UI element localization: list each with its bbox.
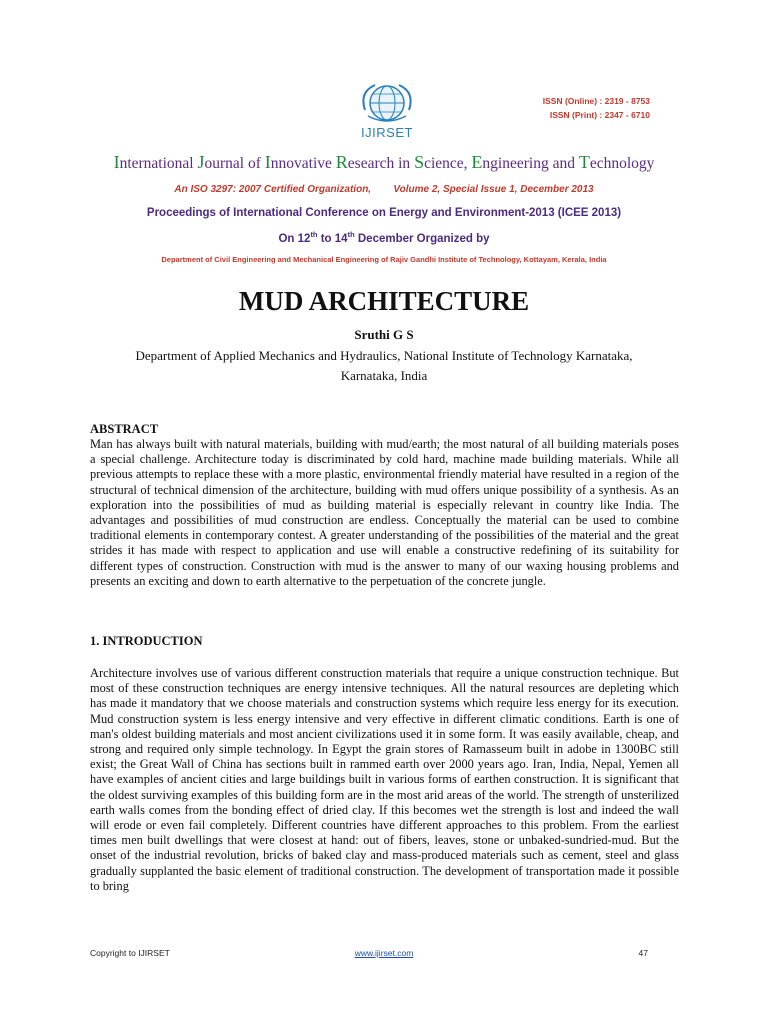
journal-title-capital: S [414,152,425,172]
journal-title-word: nternational [119,155,198,172]
page-number: 47 [638,948,648,958]
author-affiliation [90,346,678,386]
abstract-heading: ABSTRACT [90,422,159,436]
journal-logo [347,80,427,144]
abstract-text: Man has always built with natural materials, building with mud/earth; the most natural of all building materials poses a special challenge. Architecture today is discriminated by cold hard, machine made building materials. While all previous attempts to replace these with a more plastic, environmental friendly material have resulted in a region of the structural of technical dimension of the architecture, building with mud offers unique possibility of a synthesis. As an exploration into the possibilities of mud as building material is especially relevant in country like India. The advantages and possibilities of mud construction are endless. Conceptually the material can be used to combine traditional elements in contemporary contest. A greater understanding of the possibilities of the material and the great strides it has made with respect to application and use will enable a constructive redefining of its suitability for different types of construction. Construction with mud is the answer to many of our waxing housing problems and presents an exciting and down to earth alternative to the perpetuation of the concrete jungle. [90,437,679,588]
journal-title-capital: I [113,152,120,172]
iso-certification: An ISO 3297: 2007 Certified Organization, [174,184,372,195]
affiliation-line-1: Department of Applied Mechanics and Hydraulics, National Institute of Technology Karnataka, [135,348,633,363]
journal-title-word: echnology [589,155,655,172]
journal-title-capital: R [335,152,348,172]
journal-title [0,152,768,173]
journal-title-word: esearch in [347,155,415,172]
journal-title-capital: J [197,152,205,172]
footer-website-link[interactable]: www.ijirset.com [354,948,414,958]
globe-icon [351,80,423,128]
volume-issue: Volume 2, Special Issue 1, December 2013 [393,184,594,195]
proceedings-line: Proceedings of International Conference on Energy and Environment-2013 (ICEE 2013) [146,207,622,219]
dates-sup-2: th [347,230,355,239]
journal-title-capital: E [471,152,483,172]
iso-line [0,184,768,195]
issn-online: ISSN (Online) : 2319 - 8753 [542,96,650,106]
author-name: Sruthi G S [354,327,414,342]
journal-title-word: cience, [424,155,472,172]
introduction-heading: 1. INTRODUCTION [90,634,203,648]
dates-mid: to 14 [317,232,348,245]
logo-text: IJIRSET [361,125,413,140]
dates-prefix: On 12 [278,232,311,245]
introduction-text: Architecture involves use of various different construction materials that require a unique construction technique. But most of these construction techniques are energy intensive techniques. All the natural resources are depleting which has made it mandatory that we choose materials and construction systems which require less energy for its execution. Mud construction system is less energy intensive and very effective in different climatic conditions. Earth is one of man's oldest building materials and most ancient civilizations used it in some form. It was easily available, cheap, and strong and required only simple technology. In Egypt the grain stores of Ramasseum built in adobe in 1300BC still exist; the Great Wall of China has sections built in rammed earth over 2000 years ago. Iran, India, Nepal, Yemen all have examples of ancient cities and large buildings built in various forms of earthen construction. It is significant that the oldest surviving examples of this building form are in the most arid areas of the world. The strength of unsterilized earth walls comes from the bonding effect of dried clay. If this becomes wet the strength is lost and indeed the wall will erode or even fail completely. Different countries have different approaches to this problem. From the earliest times men built dwellings that were closest at hand: out of fibers, leaves, stone or unbaked-sundried-mud. But the onset of the industrial revolution, bricks of baked clay and mass-produced materials such as cement, steel and glass gradually supplanted the basic element of traditional construction. The development of transportation made it possible to bring [90,666,679,893]
dates-sup-1: th [310,230,318,239]
dates-suffix: December Organized by [354,232,490,245]
affiliation-line-2: Karnataka, India [340,368,428,383]
journal-title-capital: T [578,152,590,172]
journal-title-word: ngineering and [482,155,579,172]
journal-title-word: nnovative [270,155,336,172]
organizer-department: Department of Civil Engineering and Mechanical Engineering of Rajiv Gandhi Institute of Technology, Kottayam, Kerala, India [161,255,607,264]
journal-title-capital: I [264,152,271,172]
footer-copyright: Copyright to IJIRSET [90,948,170,958]
journal-title-word: ournal of [204,155,265,172]
conference-dates [0,230,768,245]
issn-print: ISSN (Print) : 2347 - 6710 [549,110,650,120]
paper-title: MUD ARCHITECTURE [238,286,530,316]
